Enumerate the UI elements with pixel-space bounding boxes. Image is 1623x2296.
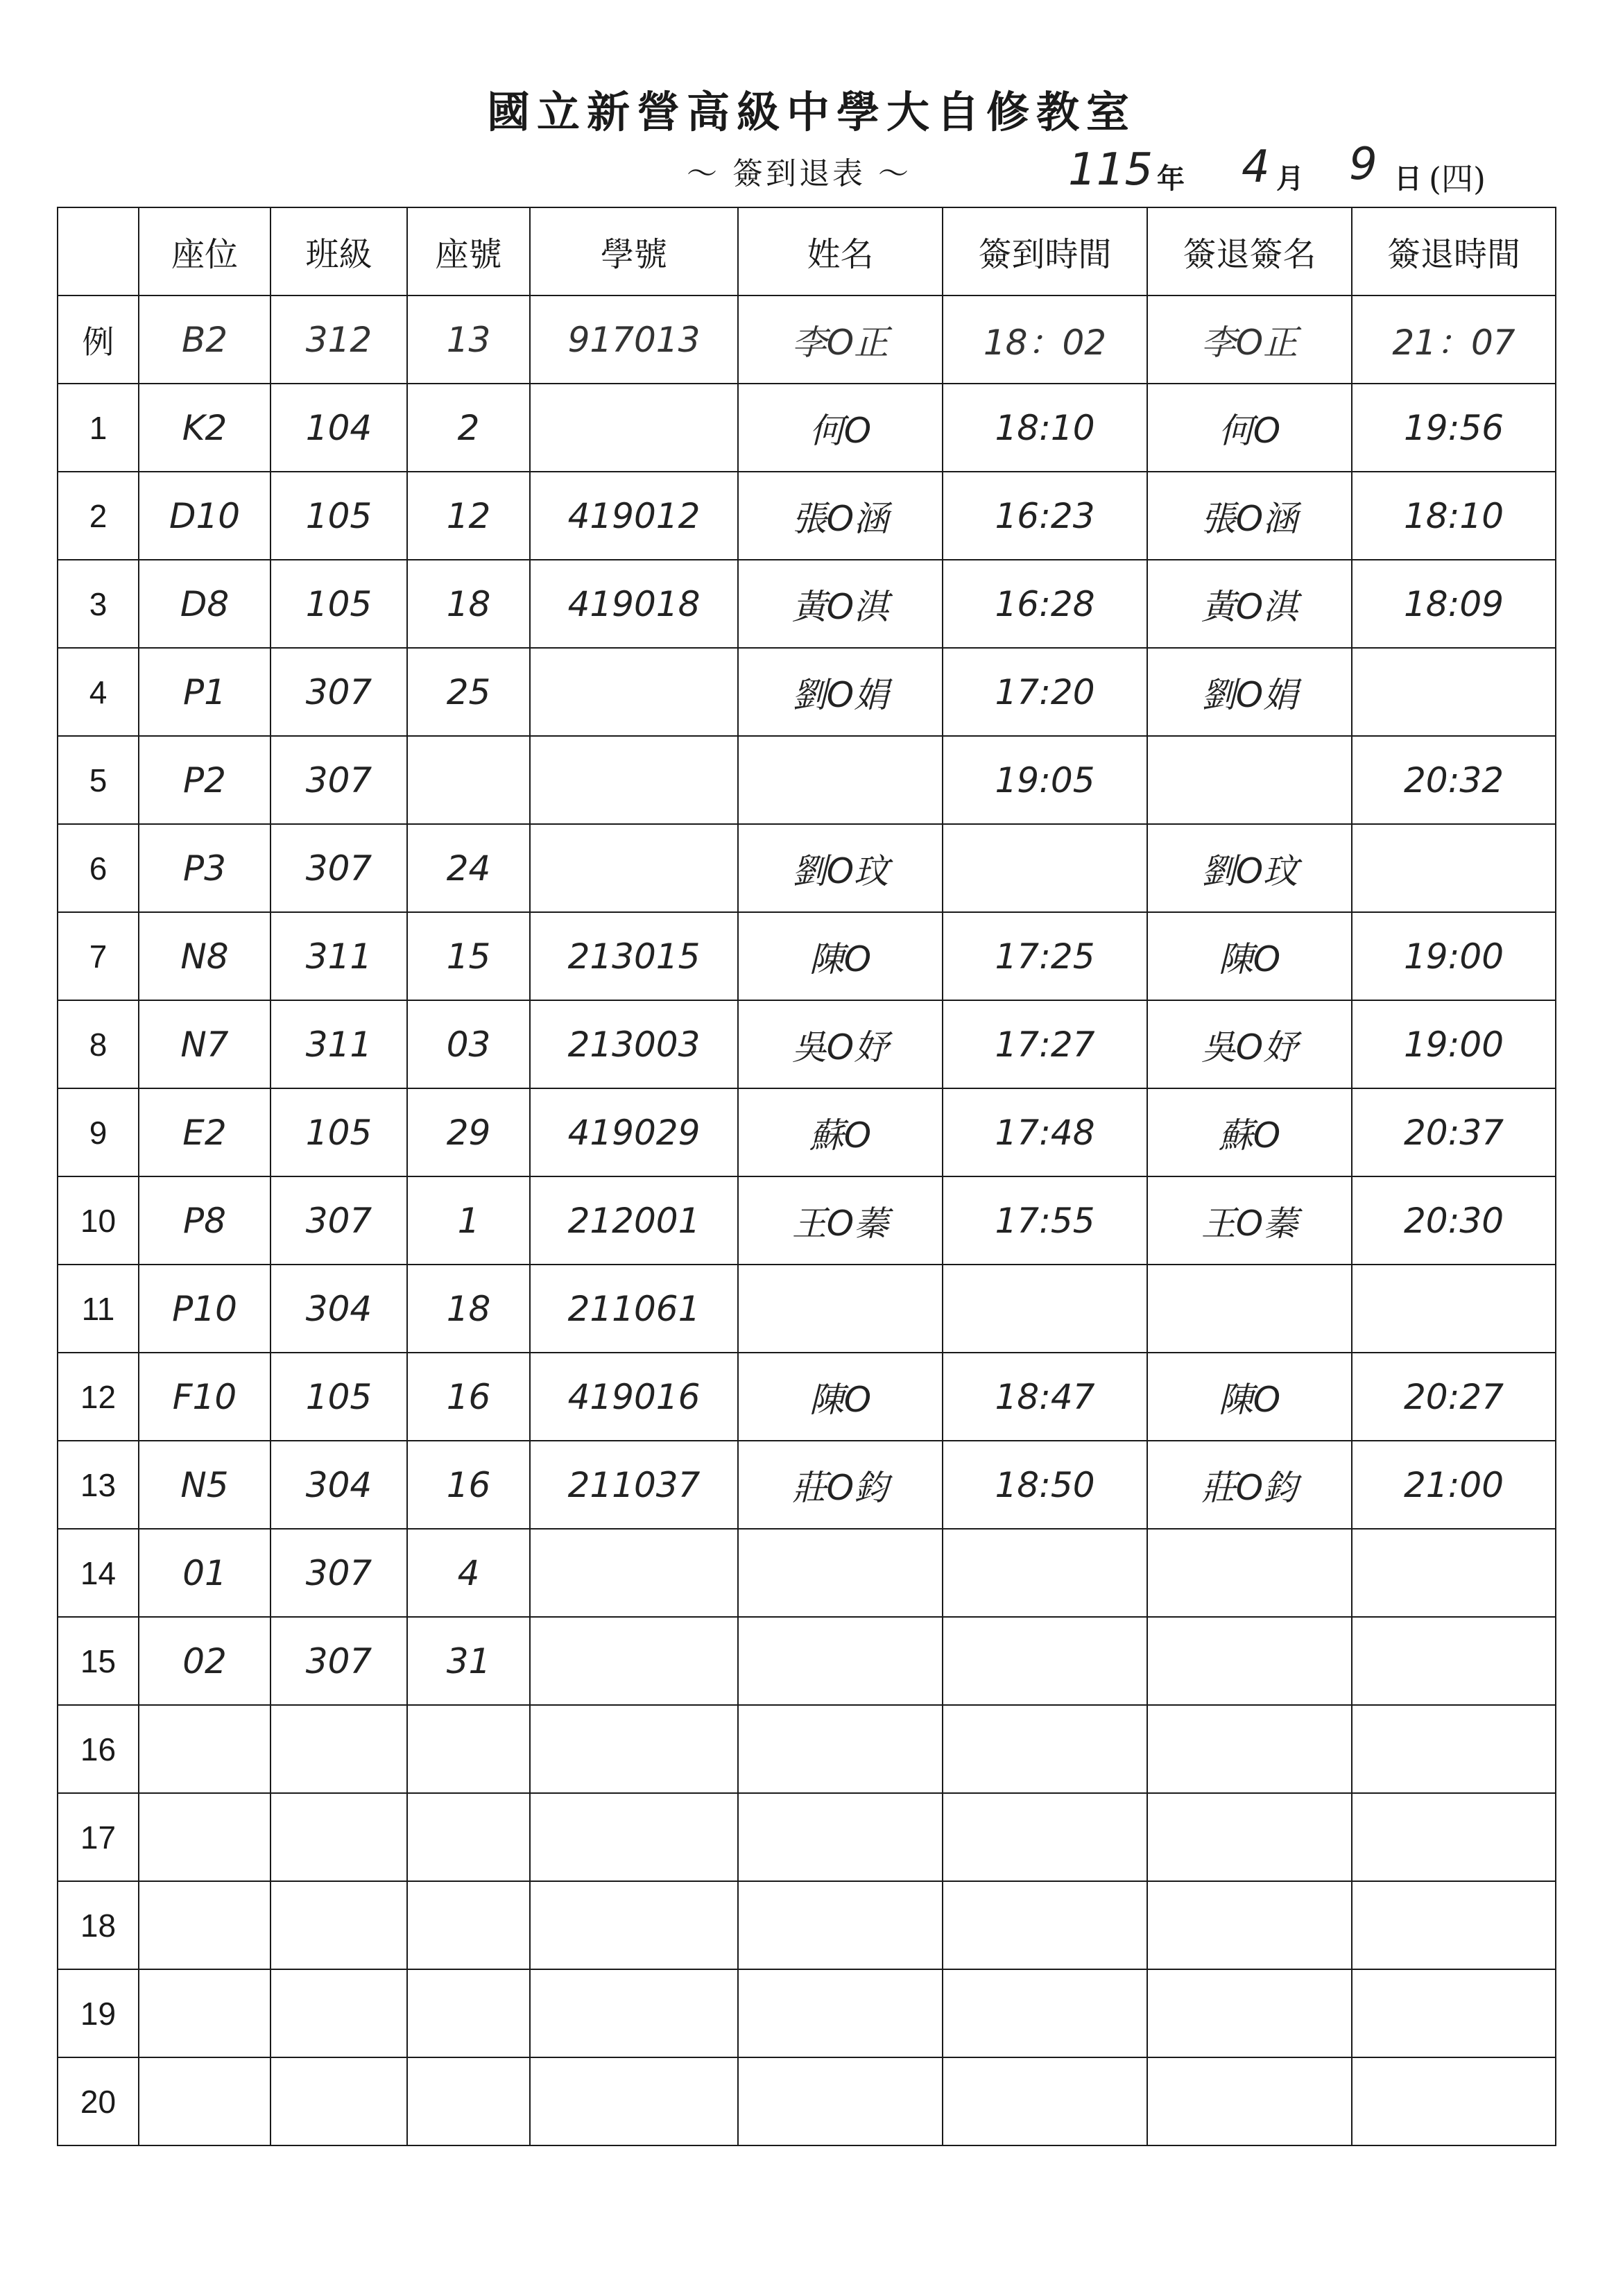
name-cell: 李O正: [738, 295, 943, 384]
table-row: [58, 1705, 1556, 1793]
name-cell: 劉O娟: [738, 648, 943, 736]
student-id-cell: [530, 648, 738, 736]
checkout-time-cell: [1352, 1969, 1556, 2057]
student-id-cell: [530, 1617, 738, 1705]
checkout-time-cell: 19:00: [1352, 1000, 1556, 1088]
row-number: 9: [58, 1088, 139, 1176]
signout-name-cell: 吳O妤: [1147, 1000, 1352, 1088]
row-number: 12: [58, 1353, 139, 1441]
checkin-time-cell: [943, 1265, 1147, 1353]
checkout-time-cell: 21:00: [1352, 1441, 1556, 1529]
name-cell: [738, 1881, 943, 1969]
class-cell: 105: [270, 1353, 407, 1441]
checkout-time-cell: 20:32: [1352, 736, 1556, 824]
signout-name-cell: 陳O: [1147, 912, 1352, 1000]
table-row: [58, 1969, 1556, 2057]
name-cell: 陳O: [738, 1353, 943, 1441]
name-cell: 王O蓁: [738, 1176, 943, 1265]
class-cell: [270, 1705, 407, 1793]
name-cell: [738, 1265, 943, 1353]
table-row: [58, 1176, 1556, 1265]
row-number: 10: [58, 1176, 139, 1265]
student-id-cell: [530, 1881, 738, 1969]
row-number: 19: [58, 1969, 139, 2057]
class-cell: 307: [270, 1176, 407, 1265]
student-id-cell: 419016: [530, 1353, 738, 1441]
checkin-time-cell: [943, 1705, 1147, 1793]
table-row: [58, 1265, 1556, 1353]
seat-cell: [139, 2057, 270, 2145]
date-year: 115: [1068, 144, 1153, 196]
checkout-time-cell: 18:10: [1352, 472, 1556, 560]
checkout-time-cell: [1352, 1529, 1556, 1617]
checkout-time-cell: [1352, 1617, 1556, 1705]
student-id-cell: [530, 824, 738, 912]
student-id-cell: [530, 1969, 738, 2057]
checkout-time-cell: [1352, 2057, 1556, 2145]
seat-number-cell: 4: [407, 1529, 530, 1617]
seat-number-cell: 03: [407, 1000, 530, 1088]
signin-table: [57, 207, 1556, 2146]
table-row: [58, 1529, 1556, 1617]
signout-name-cell: 蘇O: [1147, 1088, 1352, 1176]
checkin-time-cell: 18:10: [943, 384, 1147, 472]
header-seat: 座位: [139, 207, 270, 295]
seat-cell: 02: [139, 1617, 270, 1705]
seat-number-cell: 18: [407, 560, 530, 648]
student-id-cell: 213003: [530, 1000, 738, 1088]
class-cell: 304: [270, 1265, 407, 1353]
signout-name-cell: 何O: [1147, 384, 1352, 472]
seat-cell: N5: [139, 1441, 270, 1529]
class-cell: [270, 1881, 407, 1969]
checkout-time-cell: [1352, 648, 1556, 736]
example-row: [58, 295, 1556, 384]
checkout-time-cell: [1352, 1793, 1556, 1881]
name-cell: 劉O玟: [738, 824, 943, 912]
date-month: 4: [1242, 142, 1270, 193]
checkout-time-cell: 18:09: [1352, 560, 1556, 648]
student-id-cell: 419018: [530, 560, 738, 648]
checkout-time-cell: 21：07: [1352, 295, 1556, 384]
table-row: [58, 384, 1556, 472]
signout-name-cell: 劉O娟: [1147, 648, 1352, 736]
checkin-time-cell: 17:20: [943, 648, 1147, 736]
class-cell: 311: [270, 1000, 407, 1088]
seat-number-cell: [407, 1881, 530, 1969]
table-row: [58, 648, 1556, 736]
row-number: 7: [58, 912, 139, 1000]
date-month-label: 月: [1276, 162, 1304, 195]
signout-name-cell: 黃O淇: [1147, 560, 1352, 648]
student-id-cell: 211061: [530, 1265, 738, 1353]
name-cell: [738, 2057, 943, 2145]
checkout-time-cell: [1352, 1705, 1556, 1793]
checkin-time-cell: [943, 824, 1147, 912]
student-id-cell: [530, 2057, 738, 2145]
student-id-cell: 213015: [530, 912, 738, 1000]
seat-cell: P2: [139, 736, 270, 824]
seat-cell: [139, 1881, 270, 1969]
checkin-time-cell: 18:47: [943, 1353, 1147, 1441]
seat-cell: [139, 1793, 270, 1881]
row-number: 14: [58, 1529, 139, 1617]
seat-cell: P1: [139, 648, 270, 736]
row-number: 6: [58, 824, 139, 912]
student-id-cell: 917013: [530, 295, 738, 384]
student-id-cell: 212001: [530, 1176, 738, 1265]
seat-cell: [139, 1705, 270, 1793]
checkout-time-cell: [1352, 824, 1556, 912]
checkin-time-cell: 17:55: [943, 1176, 1147, 1265]
row-number: 15: [58, 1617, 139, 1705]
student-id-cell: [530, 736, 738, 824]
signout-name-cell: [1147, 736, 1352, 824]
checkout-time-cell: 19:56: [1352, 384, 1556, 472]
class-cell: 307: [270, 824, 407, 912]
seat-cell: [139, 1969, 270, 2057]
date-year-label: 年: [1157, 162, 1185, 195]
signout-name-cell: [1147, 1969, 1352, 2057]
checkin-time-cell: [943, 1617, 1147, 1705]
seat-number-cell: 1: [407, 1176, 530, 1265]
row-number: 1: [58, 384, 139, 472]
signout-name-cell: [1147, 2057, 1352, 2145]
table-row: [58, 1088, 1556, 1176]
header-name: 姓名: [738, 207, 943, 295]
checkin-time-cell: [943, 1881, 1147, 1969]
class-cell: 105: [270, 1088, 407, 1176]
class-cell: [270, 1793, 407, 1881]
name-cell: 何O: [738, 384, 943, 472]
table-row: [58, 1793, 1556, 1881]
class-cell: 105: [270, 560, 407, 648]
seat-number-cell: 16: [407, 1441, 530, 1529]
seat-cell: F10: [139, 1353, 270, 1441]
table-row: [58, 912, 1556, 1000]
seat-number-cell: 16: [407, 1353, 530, 1441]
name-cell: [738, 1529, 943, 1617]
seat-cell: N8: [139, 912, 270, 1000]
seat-cell: P3: [139, 824, 270, 912]
header-row: [58, 207, 1556, 295]
row-number: 3: [58, 560, 139, 648]
signout-name-cell: [1147, 1617, 1352, 1705]
signout-name-cell: 張O涵: [1147, 472, 1352, 560]
header-checkout-time: 簽退時間: [1352, 207, 1556, 295]
table-row: [58, 560, 1556, 648]
signout-name-cell: 莊O鈞: [1147, 1441, 1352, 1529]
header-signout-name: 簽退簽名: [1147, 207, 1352, 295]
table-row: [58, 1000, 1556, 1088]
signout-name-cell: [1147, 1793, 1352, 1881]
student-id-cell: [530, 1705, 738, 1793]
name-cell: 吳O妤: [738, 1000, 943, 1088]
date-day-label: 日: [1394, 162, 1422, 195]
row-number: 13: [58, 1441, 139, 1529]
checkin-time-cell: [943, 2057, 1147, 2145]
seat-number-cell: [407, 2057, 530, 2145]
row-number: 4: [58, 648, 139, 736]
class-cell: 307: [270, 1617, 407, 1705]
signout-name-cell: 劉O玟: [1147, 824, 1352, 912]
class-cell: 311: [270, 912, 407, 1000]
seat-cell: P8: [139, 1176, 270, 1265]
name-cell: [738, 1969, 943, 2057]
seat-number-cell: 18: [407, 1265, 530, 1353]
seat-number-cell: 13: [407, 295, 530, 384]
table-row: [58, 736, 1556, 824]
seat-cell: 01: [139, 1529, 270, 1617]
student-id-cell: [530, 1793, 738, 1881]
signout-name-cell: [1147, 1705, 1352, 1793]
seat-number-cell: [407, 1705, 530, 1793]
checkin-time-cell: 17:48: [943, 1088, 1147, 1176]
page-subtitle: ～ 簽到退表 ～: [687, 156, 911, 191]
seat-cell: N7: [139, 1000, 270, 1088]
name-cell: 陳O: [738, 912, 943, 1000]
header-seat-number: 座號: [407, 207, 530, 295]
seat-number-cell: 12: [407, 472, 530, 560]
seat-number-cell: [407, 1969, 530, 2057]
seat-cell: E2: [139, 1088, 270, 1176]
signout-name-cell: 陳O: [1147, 1353, 1352, 1441]
table-row: [58, 472, 1556, 560]
checkin-time-cell: 16:23: [943, 472, 1147, 560]
student-id-cell: 419029: [530, 1088, 738, 1176]
signout-name-cell: [1147, 1265, 1352, 1353]
row-number: 16: [58, 1705, 139, 1793]
date-line: [1068, 139, 1554, 198]
class-cell: 307: [270, 1529, 407, 1617]
name-cell: 黃O淇: [738, 560, 943, 648]
seat-cell: B2: [139, 295, 270, 384]
name-cell: 莊O鈞: [738, 1441, 943, 1529]
name-cell: [738, 1705, 943, 1793]
seat-number-cell: 24: [407, 824, 530, 912]
checkout-time-cell: 20:30: [1352, 1176, 1556, 1265]
class-cell: [270, 1969, 407, 2057]
class-cell: 304: [270, 1441, 407, 1529]
name-cell: [738, 1617, 943, 1705]
name-cell: [738, 1793, 943, 1881]
seat-number-cell: 25: [407, 648, 530, 736]
student-id-cell: [530, 1529, 738, 1617]
seat-number-cell: [407, 1793, 530, 1881]
seat-cell: D10: [139, 472, 270, 560]
checkout-time-cell: 19:00: [1352, 912, 1556, 1000]
row-number: 8: [58, 1000, 139, 1088]
checkin-time-cell: [943, 1793, 1147, 1881]
class-cell: 307: [270, 648, 407, 736]
table-row: [58, 1617, 1556, 1705]
class-cell: [270, 2057, 407, 2145]
class-cell: 104: [270, 384, 407, 472]
class-cell: 307: [270, 736, 407, 824]
header-student-id: 學號: [530, 207, 738, 295]
row-number: 20: [58, 2057, 139, 2145]
table-row: [58, 2057, 1556, 2145]
seat-cell: P10: [139, 1265, 270, 1353]
checkin-time-cell: 18：02: [943, 295, 1147, 384]
page-title: 國立新營高級中學大自修教室: [486, 87, 1136, 137]
name-cell: 蘇O: [738, 1088, 943, 1176]
signout-name-cell: [1147, 1881, 1352, 1969]
class-cell: 105: [270, 472, 407, 560]
seat-number-cell: [407, 736, 530, 824]
table-row: [58, 824, 1556, 912]
seat-cell: K2: [139, 384, 270, 472]
seat-number-cell: 2: [407, 384, 530, 472]
signout-name-cell: 王O蓁: [1147, 1176, 1352, 1265]
checkout-time-cell: 20:27: [1352, 1353, 1556, 1441]
checkin-time-cell: 18:50: [943, 1441, 1147, 1529]
signout-name-cell: 李O正: [1147, 295, 1352, 384]
name-cell: [738, 736, 943, 824]
checkin-time-cell: [943, 1529, 1147, 1617]
header-row-number: [58, 207, 139, 295]
row-number: 2: [58, 472, 139, 560]
header-class: 班級: [270, 207, 407, 295]
row-number: 11: [58, 1265, 139, 1353]
row-number: 5: [58, 736, 139, 824]
name-cell: 張O涵: [738, 472, 943, 560]
header-checkin-time: 簽到時間: [943, 207, 1147, 295]
checkin-time-cell: 19:05: [943, 736, 1147, 824]
student-id-cell: 211037: [530, 1441, 738, 1529]
checkin-time-cell: [943, 1969, 1147, 2057]
checkout-time-cell: [1352, 1265, 1556, 1353]
table-row: [58, 1881, 1556, 1969]
row-number: 18: [58, 1881, 139, 1969]
student-id-cell: [530, 384, 738, 472]
checkin-time-cell: 17:27: [943, 1000, 1147, 1088]
checkin-time-cell: 17:25: [943, 912, 1147, 1000]
date-day: 9: [1349, 139, 1377, 190]
seat-number-cell: 31: [407, 1617, 530, 1705]
row-number: 17: [58, 1793, 139, 1881]
student-id-cell: 419012: [530, 472, 738, 560]
seat-number-cell: 15: [407, 912, 530, 1000]
class-cell: 312: [270, 295, 407, 384]
signout-name-cell: [1147, 1529, 1352, 1617]
table-row: [58, 1353, 1556, 1441]
seat-cell: D8: [139, 560, 270, 648]
seat-number-cell: 29: [407, 1088, 530, 1176]
row-number: 例: [58, 295, 139, 384]
date-weekday: (四): [1429, 160, 1486, 198]
checkout-time-cell: [1352, 1881, 1556, 1969]
table-row: [58, 1441, 1556, 1529]
checkout-time-cell: 20:37: [1352, 1088, 1556, 1176]
checkin-time-cell: 16:28: [943, 560, 1147, 648]
